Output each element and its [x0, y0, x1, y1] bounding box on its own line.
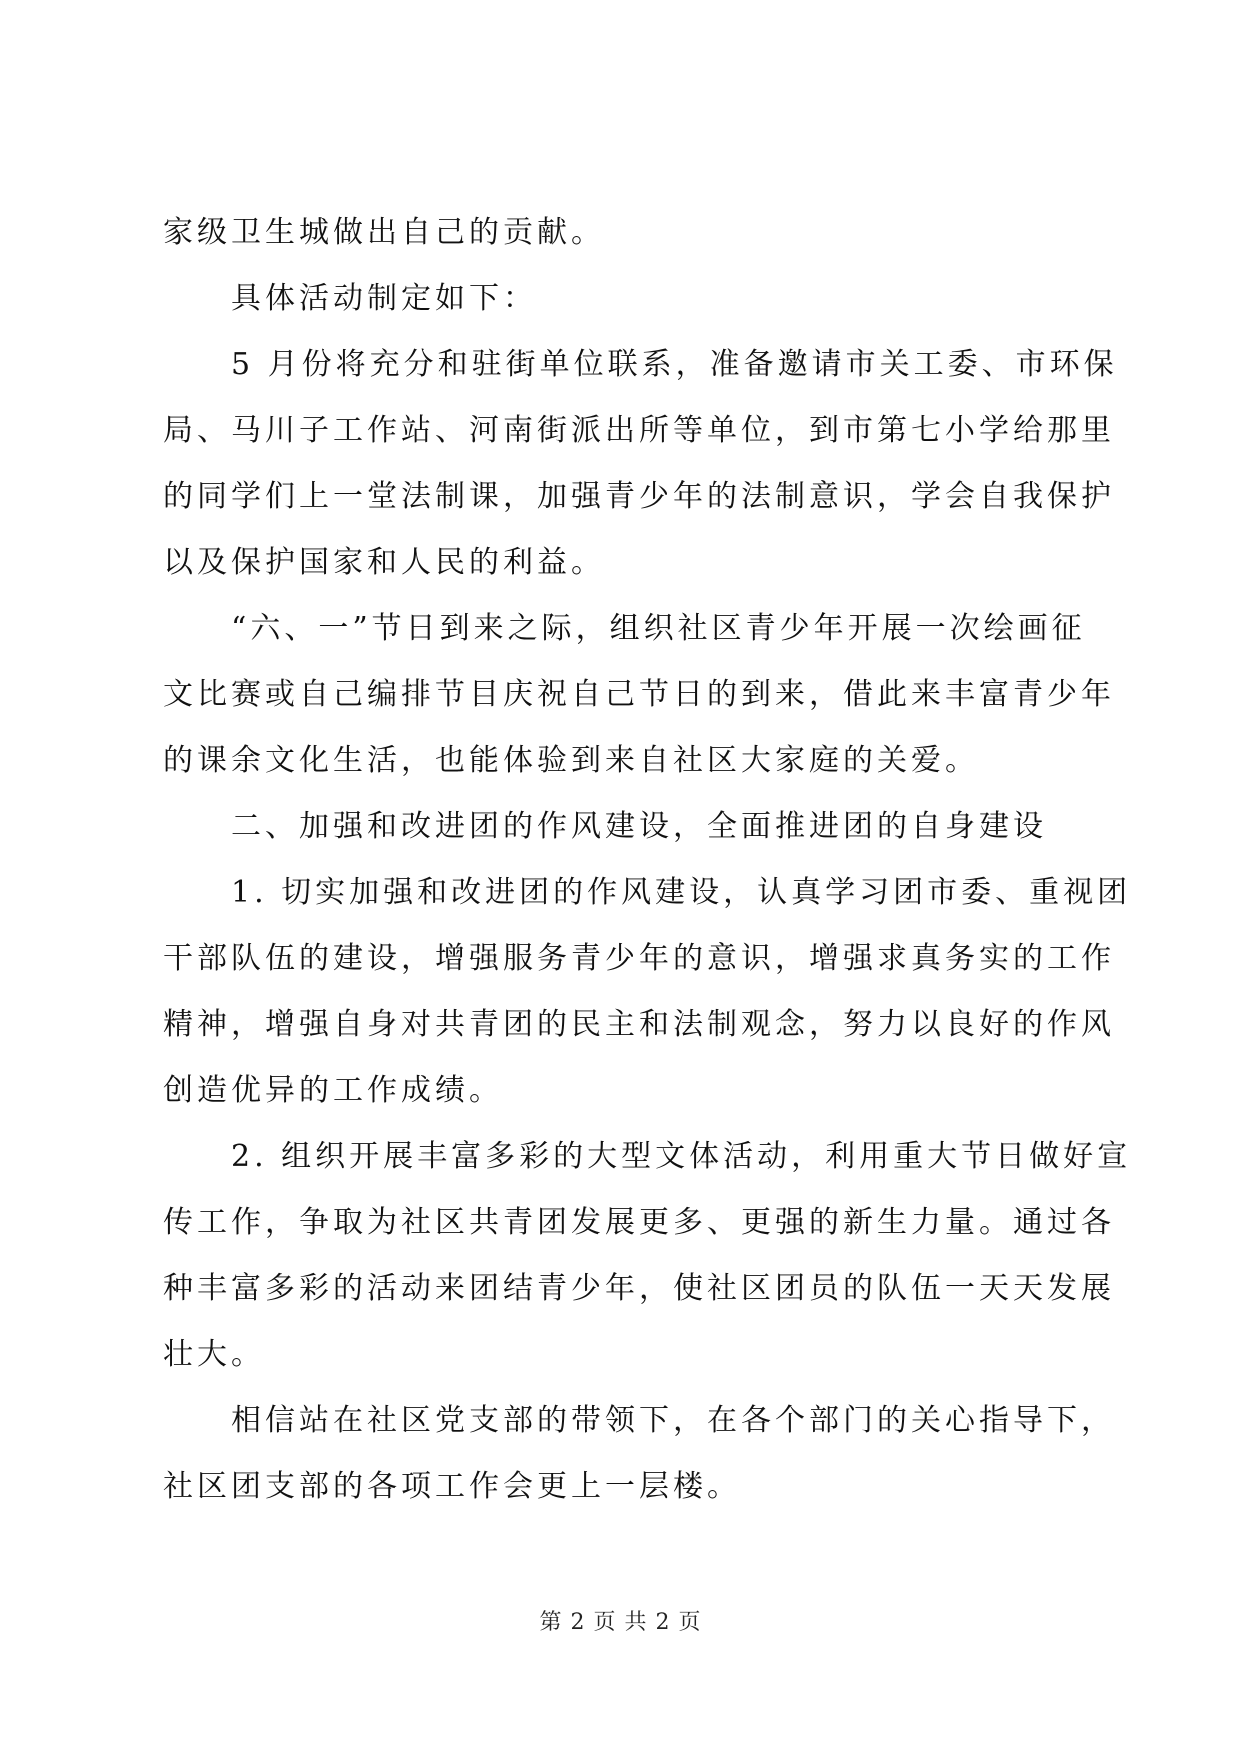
paragraph-line: 以及保护国家和人民的利益。 — [163, 545, 605, 580]
paragraph-line: 5 月份将充分和驻街单位联系，准备邀请市关工委、市环保 — [231, 347, 1118, 382]
paragraph-line: 文比赛或自己编排节目庆祝自己节日的到来，借此来丰富青少年 — [163, 677, 1115, 712]
page-number-footer: 第 2 页 共 2 页 — [539, 1610, 702, 1635]
paragraph-line: 传工作，争取为社区共青团发展更多、更强的新生力量。通过各 — [163, 1205, 1115, 1240]
paragraph-line: 家级卫生城做出自己的贡献。 — [163, 215, 605, 250]
paragraph-line: “六、一”节日到来之际，组织社区青少年开展一次绘画征 — [231, 611, 1086, 646]
paragraph-line: 精神，增强自身对共青团的民主和法制观念，努力以良好的作风 — [163, 1007, 1115, 1042]
paragraph-line: 的同学们上一堂法制课，加强青少年的法制意识，学会自我保护 — [163, 479, 1115, 514]
paragraph-line: 2. 组织开展丰富多彩的大型文体活动，利用重大节日做好宣 — [231, 1139, 1132, 1174]
paragraph-line: 创造优异的工作成绩。 — [163, 1073, 503, 1108]
paragraph-line: 种丰富多彩的活动来团结青少年，使社区团员的队伍一天天发展 — [163, 1271, 1115, 1306]
paragraph-line: 具体活动制定如下： — [231, 281, 537, 316]
paragraph-line: 的课余文化生活，也能体验到来自社区大家庭的关爱。 — [163, 743, 979, 778]
paragraph-line: 壮大。 — [163, 1337, 265, 1372]
paragraph-line: 1. 切实加强和改进团的作风建设，认真学习团市委、重视团 — [231, 875, 1132, 910]
document-body — [163, 200, 1132, 1520]
paragraph-line: 局、马川子工作站、河南街派出所等单位，到市第七小学给那里 — [163, 413, 1115, 448]
paragraph-line: 干部队伍的建设，增强服务青少年的意识，增强求真务实的工作 — [163, 941, 1115, 976]
paragraph-line: 相信站在社区党支部的带领下，在各个部门的关心指导下， — [231, 1403, 1115, 1438]
section-heading: 二、加强和改进团的作风建设，全面推进团的自身建设 — [231, 809, 1047, 844]
paragraph-line: 社区团支部的各项工作会更上一层楼。 — [163, 1469, 741, 1504]
